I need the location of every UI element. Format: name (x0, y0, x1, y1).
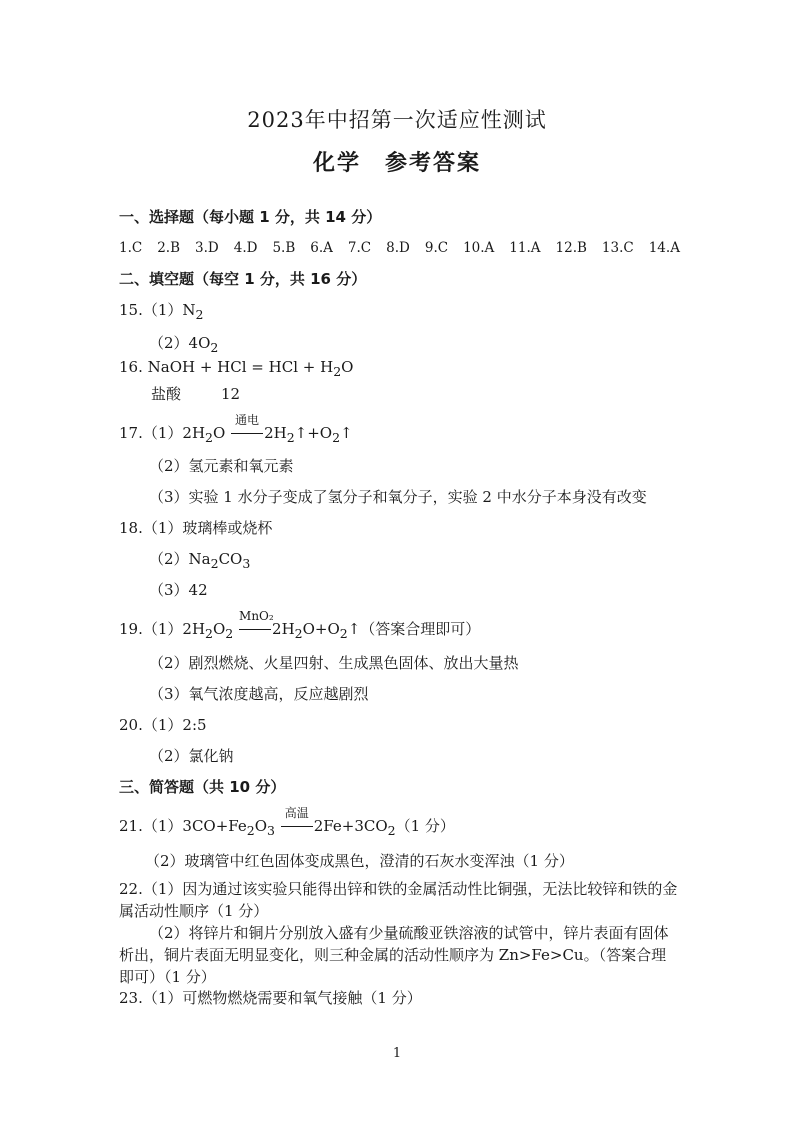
choice-answer: 1.C (119, 240, 143, 256)
choice-answer: 7.C (347, 240, 372, 256)
q18-answer-3: （3）42 (149, 581, 208, 599)
page-subtitle: 化学 参考答案 (312, 151, 481, 176)
page-number: 1 (392, 1046, 402, 1061)
reaction-condition-high-temperature: 高温 (281, 816, 313, 836)
choice-answers-row (119, 238, 695, 258)
reaction-condition-catalyst: MnO₂ (239, 619, 271, 639)
choice-answer: 11.A (509, 240, 541, 256)
q20-answer-2: （2）氯化钠 (149, 747, 234, 765)
section-heading-short-answer: 三、简答题（共 10 分） (119, 778, 286, 796)
q15-answer-2: $(2)4O_2$ (149, 334, 219, 355)
choice-answer: 4.D (233, 240, 258, 256)
section-heading-choice: 一、选择题（每小题 1 分，共 14 分） (119, 208, 382, 226)
q17-answer-2: （2）氢元素和氧元素 (149, 457, 294, 475)
choice-answer: 2.B (157, 240, 181, 256)
page-title: 2023年中招第一次适应性测试 (247, 108, 547, 132)
q21-answer-1: $21.(1)3CO+Fe_2O_3$ 高温 $2Fe+3CO_2(1$ 分） (119, 806, 455, 838)
section-heading-fill: 二、填空题（每空 1 分，共 16 分） (119, 270, 367, 288)
choice-answer: 8.D (386, 240, 410, 256)
q23-answer-1: 23.（1）可燃物燃烧需要和氧气接触（1 分） (119, 989, 422, 1007)
choice-answer: 13.C (601, 240, 634, 256)
q16-equation: 16. NaOH + HCl = HCl + $H_2O$ (119, 358, 354, 379)
q22-answer-1: 22.（1）因为通过该实验只能得出锌和铁的金属活动性比铜强，无法比较锌和铁的金属活动性顺序（1 分） (119, 880, 678, 920)
q22-answer-2: （2）将锌片和铜片分别放入盛有少量硫酸亚铁溶液的试管中，锌片表面有固体析出，铜片表面无明显变化，则三种金属的活动性顺序为 Zn>Fe>Cu。（答案合理即可）（1 分） (119, 924, 669, 986)
q15-answer-1: $15.(1)N_2$ (119, 301, 204, 322)
q17-answer-3: （3）实验 1 水分子变成了氢分子和氧分子，实验 2 中水分子本身没有改变 (149, 488, 647, 506)
choice-answer: 12.B (555, 240, 587, 256)
reaction-condition-electrolysis: 通电 (231, 423, 263, 443)
choice-answer: 5.B (272, 240, 296, 256)
choice-answer: 10.A (463, 240, 495, 256)
q18-answer-2: $(2)Na_2CO_3$ (149, 550, 251, 571)
q16-answer-2: 盐酸 12 (151, 385, 241, 403)
q21-answer-2: （2）玻璃管中红色固体变成黑色，澄清的石灰水变浑浊（1 分） (145, 852, 574, 870)
q19-answer-2: （2）剧烈燃烧、火星四射、生成黑色固体、放出大量热 (149, 654, 519, 672)
q18-answer-1: 18.（1）玻璃棒或烧杯 (119, 519, 273, 537)
q19-answer-3: （3）氧气浓度越高，反应越剧烈 (149, 685, 369, 703)
choice-answer: 3.D (195, 240, 219, 256)
choice-answer: 6.A (310, 240, 333, 256)
q20-answer-1: 20.（1）2:5 (119, 716, 207, 734)
q19-answer-1: $19.(1)2H_2O_2$ MnO₂ $2H_2O+O_2↑$（答案合理即可） (119, 609, 481, 641)
choice-answer: 14.A (648, 240, 680, 256)
q17-answer-1: $17.(1)2H_2O$ 通电 $2H_2↑+O_2↑$ (119, 413, 353, 445)
choice-answer: 9.C (424, 240, 449, 256)
